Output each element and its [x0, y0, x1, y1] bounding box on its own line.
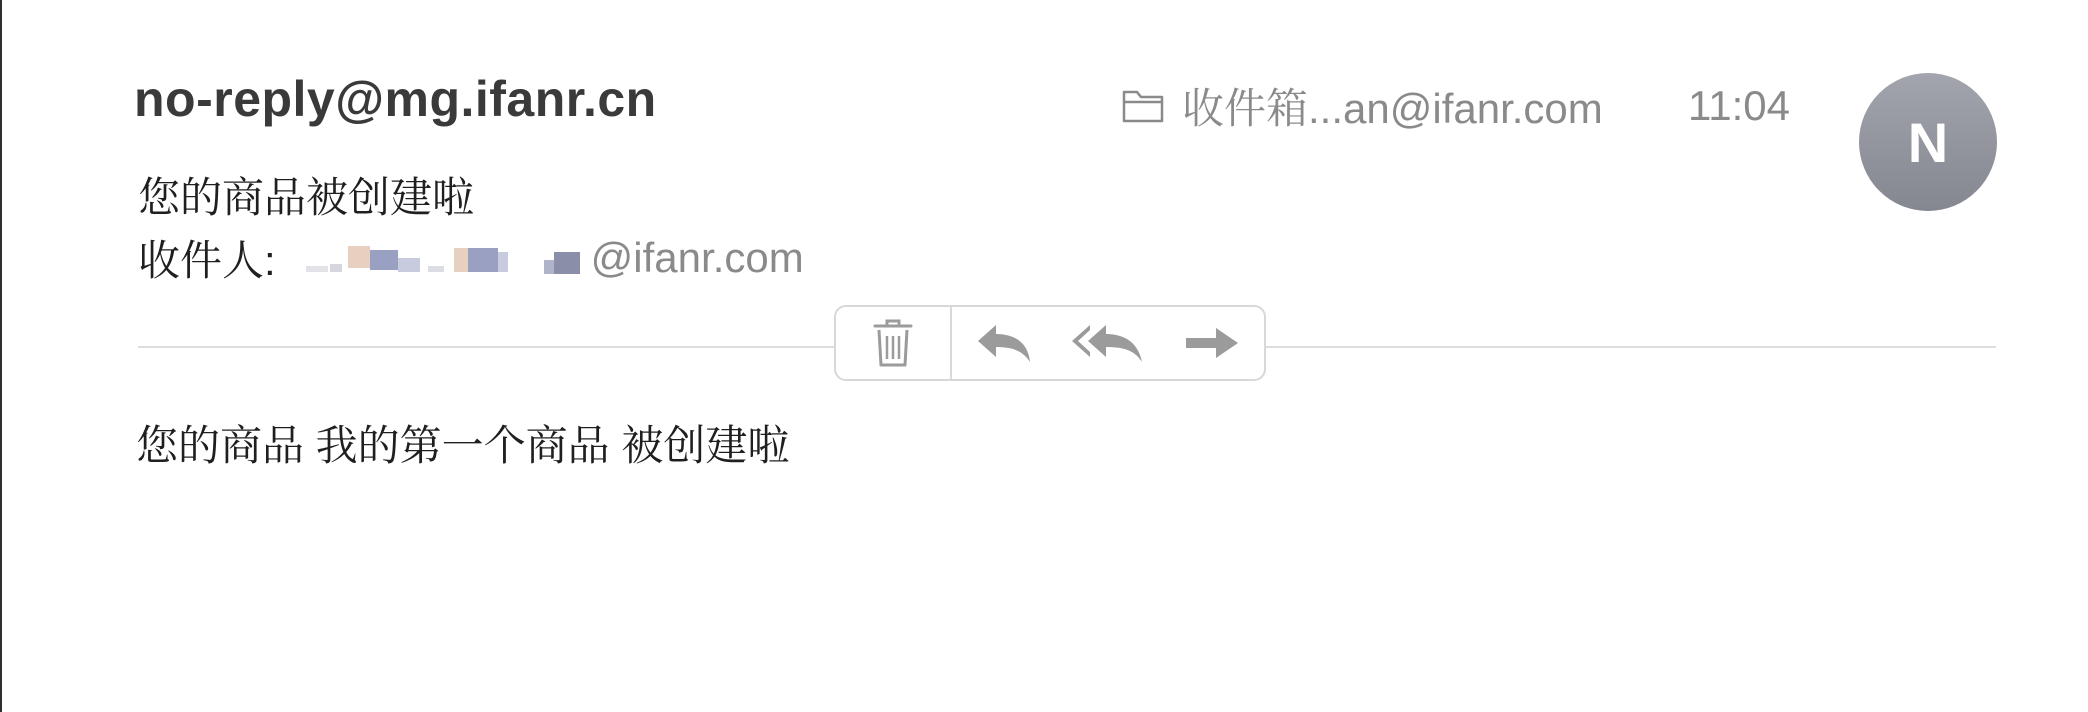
reply-icon — [974, 320, 1034, 366]
trash-icon — [871, 317, 915, 369]
folder-icon — [1120, 83, 1166, 129]
forward-icon — [1182, 323, 1242, 363]
reply-button[interactable] — [952, 307, 1056, 379]
mailbox-label: 收件箱...an@ifanr.com — [1182, 85, 1603, 132]
recipient-domain: @ifanr.com — [590, 234, 804, 281]
reply-all-button[interactable] — [1056, 307, 1162, 379]
sender-address[interactable]: no-reply@mg.ifanr.cn — [134, 71, 657, 127]
sender-avatar[interactable] — [1859, 73, 1997, 211]
recipient-row — [138, 230, 804, 286]
reply-all-icon — [1070, 320, 1148, 366]
message-action-toolbar — [834, 305, 1266, 381]
message-subject: 您的商品被创建啦 — [138, 174, 475, 221]
received-time: 11:04 — [1688, 82, 1790, 129]
mailbox-location[interactable] — [1120, 78, 1603, 134]
message-body: 您的商品 我的第一个商品 被创建啦 — [136, 422, 790, 469]
recipient-label: 收件人: — [138, 237, 276, 284]
avatar-initial: N — [1907, 110, 1949, 174]
redacted-recipient-name — [296, 238, 591, 278]
delete-button[interactable] — [836, 307, 950, 379]
forward-button[interactable] — [1162, 307, 1262, 379]
